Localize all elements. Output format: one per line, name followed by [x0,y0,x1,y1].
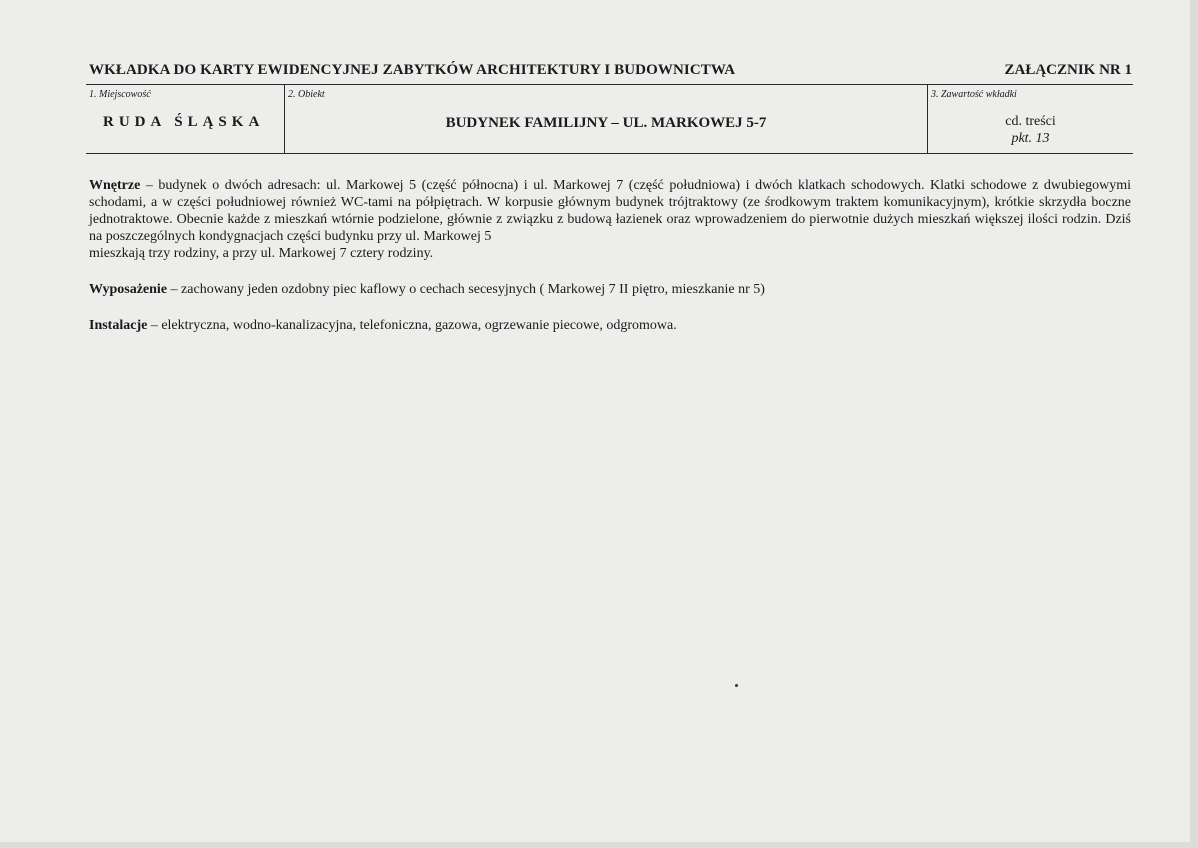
locality-label: 1. Miejscowość [89,89,151,100]
installations-text: – elektryczna, wodno-kanalizacyjna, telefoniczna, gazowa, ogrzewanie piecowe, odgromowa. [147,318,677,333]
info-table [86,85,1133,154]
annex-label: ZAŁĄCZNIK NR 1 [1004,62,1132,78]
contents-value-block [928,113,1133,147]
equipment-heading: Wyposażenie [89,282,168,297]
locality-cell [86,85,284,153]
scan-speck [735,684,738,687]
interior-text-continued: mieszkają trzy rodziny, a przy ul. Markowej 7 cztery rodziny. [89,246,434,261]
document-body [89,177,1131,353]
object-label: 2. Obiekt [288,89,325,100]
object-cell [284,85,927,153]
contents-cell [927,85,1133,153]
installations-section [89,317,1131,334]
interior-paragraph [89,177,1131,245]
scan-edge-bottom [0,842,1198,848]
locality-value: RUDA ŚLĄSKA [103,114,265,130]
document-title: WKŁADKA DO KARTY EWIDENCYJNEJ ZABYTKÓW ARCHITEKTURY I BUDOWNICTWA [89,62,736,78]
equipment-section [89,281,1131,298]
equipment-text: – zachowany jeden ozdobny piec kaflowy o cechach secesyjnych ( Markowej 7 II piętro, mieszkanie nr 5) [167,282,765,297]
interior-section [89,177,1131,262]
installations-heading: Instalacje [89,318,148,333]
interior-heading: Wnętrze [89,178,141,193]
scan-edge-right [1190,0,1198,848]
contents-label: 3. Zawartość wkładki [931,89,1017,100]
contents-value: cd. treści [1005,114,1056,129]
object-value: BUDYNEK FAMILIJNY – UL. MARKOWEJ 5-7 [445,115,767,131]
interior-text: – budynek o dwóch adresach: ul. Markowej 5 (część północna) i ul. Markowej 7 (część południowa) i dwóch klatkach schodowych. Klatki schodowe z dwubiegowymi schodami, a w części południowej również WC-tami na półpiętrach. W korpusie głównym budynek trójtraktowy (ze środkowym traktem komunikacyjnym), krótkie skrzydła boczne jednotraktowe. Obecnie każde z mieszkań wtórnie podzielone, głównie z związku z budową łazienek oraz wprowadzeniem do pierwotnie dużych mieszkań większej ilości rodzin. Dziś na poszczególnych kondygnacjach części budynku przy ul. Markowej 5 [89,178,1131,244]
contents-point: pkt. 13 [1011,131,1050,146]
